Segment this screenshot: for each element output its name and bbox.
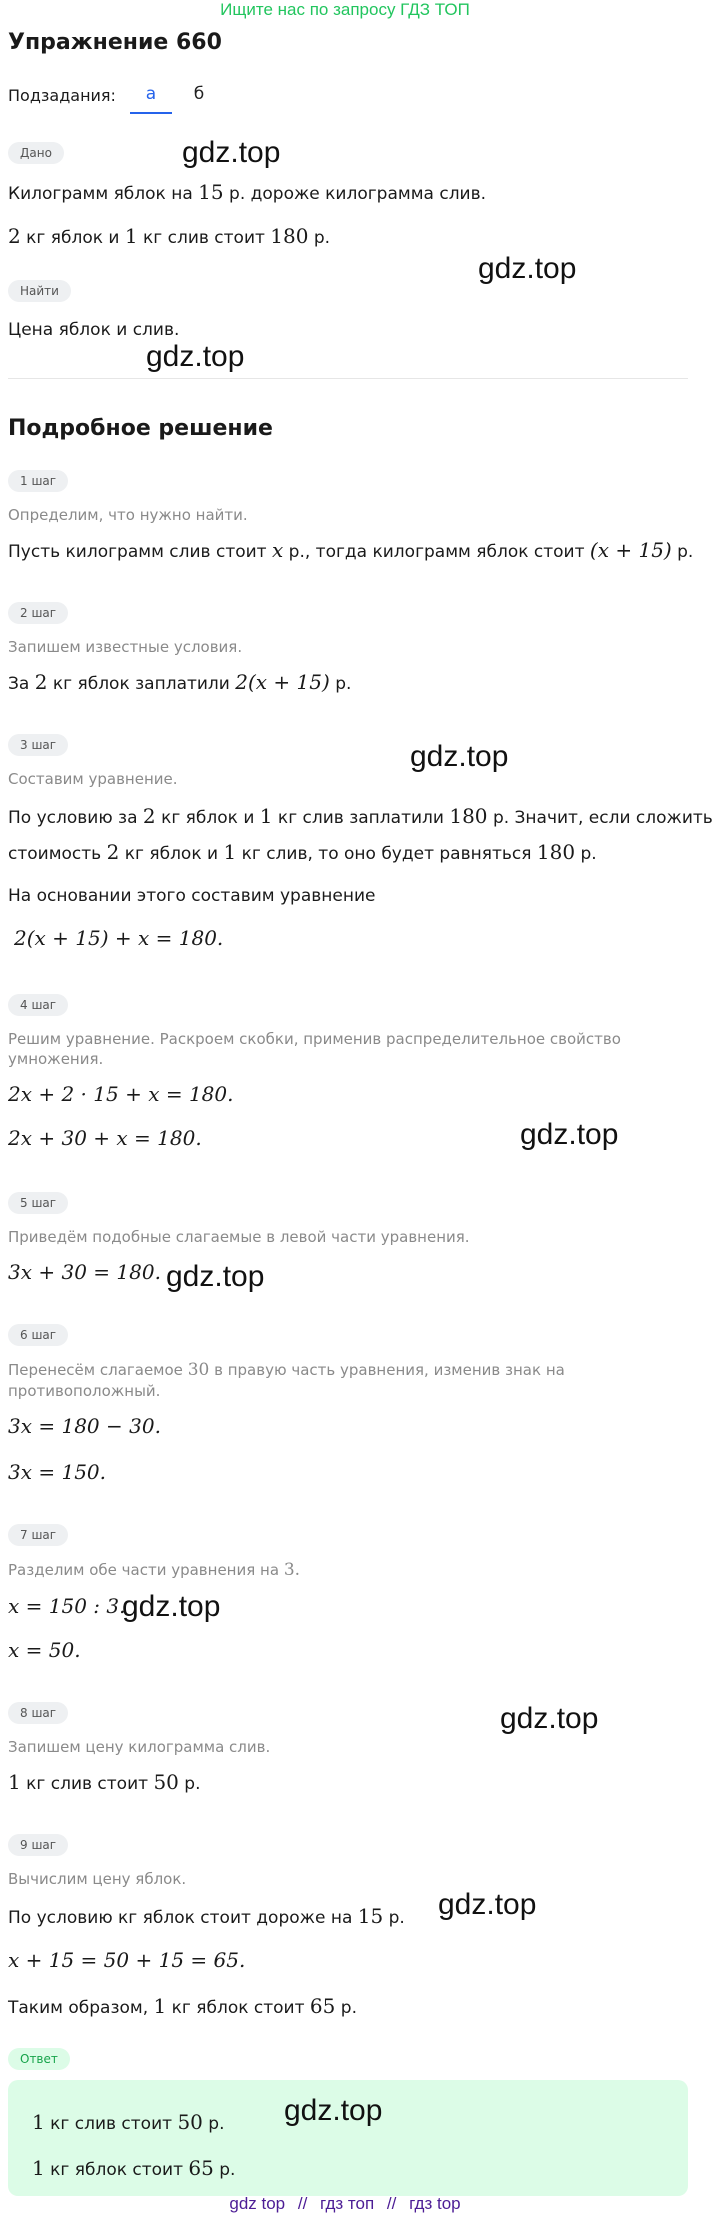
watermark: gdz.top xyxy=(410,740,509,773)
step-6-note-2: противоположный. xyxy=(8,1382,161,1400)
step-5-note: Приведём подобные слагаемые в левой части уравнения. xyxy=(8,1228,470,1246)
subtasks-label: Подзадания: xyxy=(8,86,116,105)
solution-title: Подробное решение xyxy=(8,416,273,441)
footer-link-gdz-top-mixed[interactable]: гдз top xyxy=(409,2194,461,2213)
step-3-line-1: По условию за 2 кг яблок и 1 кг слив заплатили 180 р. Значит, если сложить xyxy=(8,804,713,828)
step-7-note: Разделим обе части уравнения на 3. xyxy=(8,1560,301,1580)
watermark: gdz.top xyxy=(520,1118,619,1151)
step-6-note-1: Перенесём слагаемое 30 в правую часть уравнения, изменив знак на xyxy=(8,1360,565,1380)
step-3-chip: 3 шаг xyxy=(8,734,68,756)
step-7-equation-1: x = 150 : 3. xyxy=(8,1594,126,1618)
divider xyxy=(8,378,688,379)
step-6-chip: 6 шаг xyxy=(8,1324,68,1346)
step-2-note: Запишем известные условия. xyxy=(8,638,243,656)
step-7-equation-2: x = 50. xyxy=(8,1638,81,1662)
page-title: Упражнение 660 xyxy=(8,30,222,55)
step-5-equation: 3x + 30 = 180. xyxy=(8,1260,161,1284)
footer-separator: // xyxy=(386,2194,397,2213)
step-4-chip: 4 шаг xyxy=(8,994,68,1016)
watermark: gdz.top xyxy=(478,252,577,285)
footer-link-gdz-top-ru[interactable]: гдз топ xyxy=(320,2194,375,2213)
step-4-note-2: умножения. xyxy=(8,1050,104,1068)
watermark: gdz.top xyxy=(500,1702,599,1735)
step-9-equation: x + 15 = 50 + 15 = 65. xyxy=(8,1948,246,1972)
step-4-equation-2: 2x + 30 + x = 180. xyxy=(8,1126,202,1150)
watermark: gdz.top xyxy=(438,1888,537,1921)
watermark: gdz.top xyxy=(146,340,245,373)
find-chip: Найти xyxy=(8,280,71,302)
search-banner[interactable]: Ищите нас по запросу ГДЗ ТОП xyxy=(220,0,470,19)
footer-link-gdz-top[interactable]: gdz top xyxy=(229,2194,286,2213)
footer-links xyxy=(0,2194,690,2214)
step-9-chip: 9 шаг xyxy=(8,1834,68,1856)
step-3-line-3: На основании этого составим уравнение xyxy=(8,886,376,906)
step-9-line-1: По условию кг яблок стоит дороже на 15 р. xyxy=(8,1904,405,1928)
step-3-line-2: стоимость 2 кг яблок и 1 кг слив, то оно будет равняться 180 р. xyxy=(8,840,597,864)
tab-subtask-b[interactable]: б xyxy=(193,84,205,104)
step-3-note: Составим уравнение. xyxy=(8,770,178,788)
answer-chip: Ответ xyxy=(8,2048,70,2070)
step-2-chip: 2 шаг xyxy=(8,602,68,624)
step-3-equation: 2(x + 15) + x = 180. xyxy=(14,926,224,950)
step-5-chip: 5 шаг xyxy=(8,1192,68,1214)
step-8-text: 1 кг слив стоит 50 р. xyxy=(8,1770,201,1794)
step-9-note: Вычислим цену яблок. xyxy=(8,1870,187,1888)
watermark: gdz.top xyxy=(122,1590,221,1623)
step-1-text: Пусть килограмм слив стоит x р., тогда килограмм яблок стоит (x + 15) р. xyxy=(8,538,694,562)
step-9-line-3: Таким образом, 1 кг яблок стоит 65 р. xyxy=(8,1994,357,2018)
given-chip: Дано xyxy=(8,142,64,164)
given-line-2: 2 кг яблок и 1 кг слив стоит 180 р. xyxy=(8,224,331,248)
step-7-chip: 7 шаг xyxy=(8,1524,68,1546)
step-6-equation-2: 3x = 150. xyxy=(8,1460,107,1484)
find-text: Цена яблок и слив. xyxy=(8,320,180,340)
step-1-note: Определим, что нужно найти. xyxy=(8,506,248,524)
watermark: gdz.top xyxy=(182,136,281,169)
watermark: gdz.top xyxy=(166,1260,265,1293)
given-line-1: Килограмм яблок на 15 р. дороже килограмма слив. xyxy=(8,180,487,204)
step-8-chip: 8 шаг xyxy=(8,1702,68,1724)
step-8-note: Запишем цену килограмма слив. xyxy=(8,1738,271,1756)
step-1-chip: 1 шаг xyxy=(8,470,68,492)
watermark: gdz.top xyxy=(284,2094,383,2127)
step-6-equation-1: 3x = 180 − 30. xyxy=(8,1414,161,1438)
answer-line-2: 1 кг яблок стоит 65 р. xyxy=(32,2156,236,2180)
footer-separator: // xyxy=(297,2194,308,2213)
step-4-equation-1: 2x + 2 · 15 + x = 180. xyxy=(8,1082,234,1106)
step-2-text: За 2 кг яблок заплатили 2(x + 15) р. xyxy=(8,670,352,694)
step-4-note-1: Решим уравнение. Раскроем скобки, применив распределительное свойство xyxy=(8,1030,621,1048)
answer-line-1: 1 кг слив стоит 50 р. xyxy=(32,2110,225,2134)
tab-subtask-a[interactable]: а xyxy=(130,84,172,114)
